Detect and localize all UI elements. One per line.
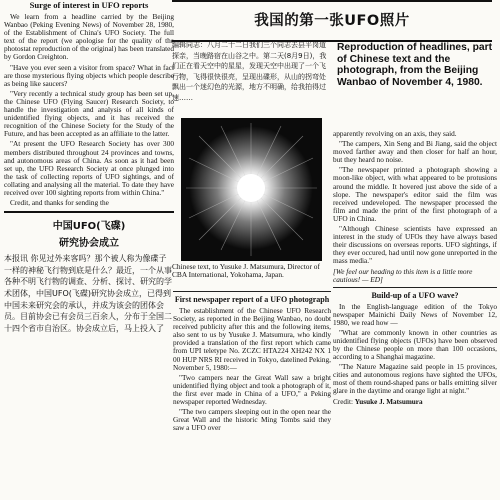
right-paragraph: "Although Chinese scientists have expressed an interest in the study of UFOs they have always based their discussions on overseas reports. UFO sightings, if they ever occured, had until now gone unreported in the mass media." [333, 224, 497, 266]
left-paragraph: We learn from a headline carried by the Beijing Wanbao (Peking Evening News) of November 28, 1980, of the Establishment of China's UFO Society. The full text of the report (we apologise for the quality of the photostat reproduction of the original) has been translated by Gordon Creighton. [4, 12, 174, 62]
editor-note: [We feel our heading to this item is a little more cautious! — ED] [333, 266, 473, 284]
left-paragraph: "Have you ever seen a visitor from space? What in fact are those mysterious flying objects which people describe as being like saucers? [4, 62, 174, 88]
right-subheading: Build-up of a UFO wave? [371, 290, 459, 300]
divider [333, 287, 497, 288]
chinese-letter-box [172, 40, 328, 116]
left-column [4, 0, 174, 500]
middle-paragraph: "Two campers near the Great Wall saw a bright unidentified flying object and took a photograph of it, the first ever made in China of a UFO," a Peking newspaper reported Wednesday. [173, 372, 331, 407]
middle-column [173, 288, 331, 500]
right-paragraph: "The newspaper printed a photograph showing a moon-like object, with what appeared to be protusions around the middle. It hovered just above the side of a slope. The newspaper's editor said the film was received undeveloped. The newspaper processed the film and made the print of the first photograph of a UFO in China. [333, 165, 497, 223]
chinese-body-text: 本报讯 你见过外来客吗？那个被人称为像碟子一样的神秘飞行物到底是什么？最近，一个从事各种不明飞行物的调查、分析、探讨、研究的学术团体，中国UFO(飞碟)研究协会成立，已得到中国未来研究会的承认，并成为该会的团体会员。目前协会已有会员三百余人，分布于全国二十四个省市自治区。协会成立后，马上投入了 [4, 254, 172, 333]
right-paragraph: "The Nature Magazine said people in 15 provinces, cities and autonomous regions have sighted the UFOs, most of them round-shaped pans or balls emitting silver glare in the daytime and orange light at night." [333, 362, 497, 396]
left-paragraph: Credit, and thanks for sending the [10, 198, 109, 208]
chinese-letter-text: 编辑同志：八月二十二日我们三个同志去县平岗道探亲，当晚路宿在山谷之中。第二天(8月9日)，我们正在看天空中的星星，发现天空中出现了一个飞行物，飞得很快很亮，呈现出碟形，从山的拐弯处飘出一个迷幻色的光源，地方不明确，给我拍得过速…… [172, 41, 327, 102]
middle-paragraph: "The two campers sleeping out in the open near the Great Wall and the historic Ming Tombs said they saw a UFO over [173, 407, 331, 433]
left-section-heading: Surge of interest in UFO reports [29, 0, 149, 10]
chinese-headline: 中国UFO(飞碟) [52, 221, 126, 233]
ufo-photograph [181, 118, 322, 261]
right-column [333, 130, 497, 500]
right-paragraph: "What are commonly known in other countries as unidentified flying objects (UFOs) have been observed by the Chinese people on more than 100 occasions, according to a Shanghai magazine. [333, 327, 497, 362]
reproduction-heading: Reproduction of headlines, part of Chinese text and the photograph, from the Beijing Wanbao of November 4, 1980. [337, 42, 493, 88]
reproduction-heading-box [333, 40, 497, 116]
left-paragraph: "At present the UFO Research Society has over 300 members distributed throughout 24 provinces and towns, and autonomous areas of China. As soon as it had been set up, the UFO Research Society at once plunged into the task of collecting reports of UFO sightings, and of collating and analysing all the material. To date they have received over 100 sighting reports from within China." [4, 139, 174, 197]
ufo-photo-image [181, 118, 322, 261]
credit-name: Yusuke J. Matsumura [354, 397, 423, 406]
middle-paragraph: The establishment of the Chinese UFO Research Society, as reported in the Beijing Wanbao, no doubt received publicity after this and the following items, also sent to us by Yusuke J. Matsumura, who kindly provided a translation of the first report which came from UPI teletype No. ZCZC HTA224 XH242 NX 1 00 HUP NRS RI received in Tokyo, datelined Peking, November 5, 1980:— [173, 306, 331, 372]
chinese-subheadline: 研究协会成立 [59, 238, 119, 250]
credit-label: Credit: [333, 397, 353, 406]
chinese-banner [172, 0, 492, 42]
banner-title: 我国的第一张UFO照片 [254, 13, 410, 29]
photo-caption: Chinese text, to Yusuke J. Matsumura, Director of CBA International, Yokohama, Japan. [172, 262, 320, 280]
divider [173, 291, 331, 292]
right-paragraph: In the English-language edition of the Tokyo newspaper Mainichi Daily News of November 12, 1980, we read how — [333, 301, 497, 327]
right-paragraph: "The campers, Xin Seng and Bi Jiang, said the object moved farther away and then closer for half an hour, but they heard no noise. [333, 139, 497, 165]
left-paragraph: "Very recently a technical study group has been set up, the Chinese UFO (Flying Saucer) Research Society, to handle the investigation and analysis of all kinds of unidentified flying objects, and it has received the recognition of the Chinese Society for the Study of the Future, and has been accepted as an affiliate to the latter. [4, 88, 174, 139]
credit-line [333, 398, 497, 406]
right-paragraph: apparently revolving on an axis, they said. [333, 130, 457, 138]
divider [4, 211, 174, 213]
middle-subheading: First newspaper report of a UFO photograph [174, 295, 330, 304]
